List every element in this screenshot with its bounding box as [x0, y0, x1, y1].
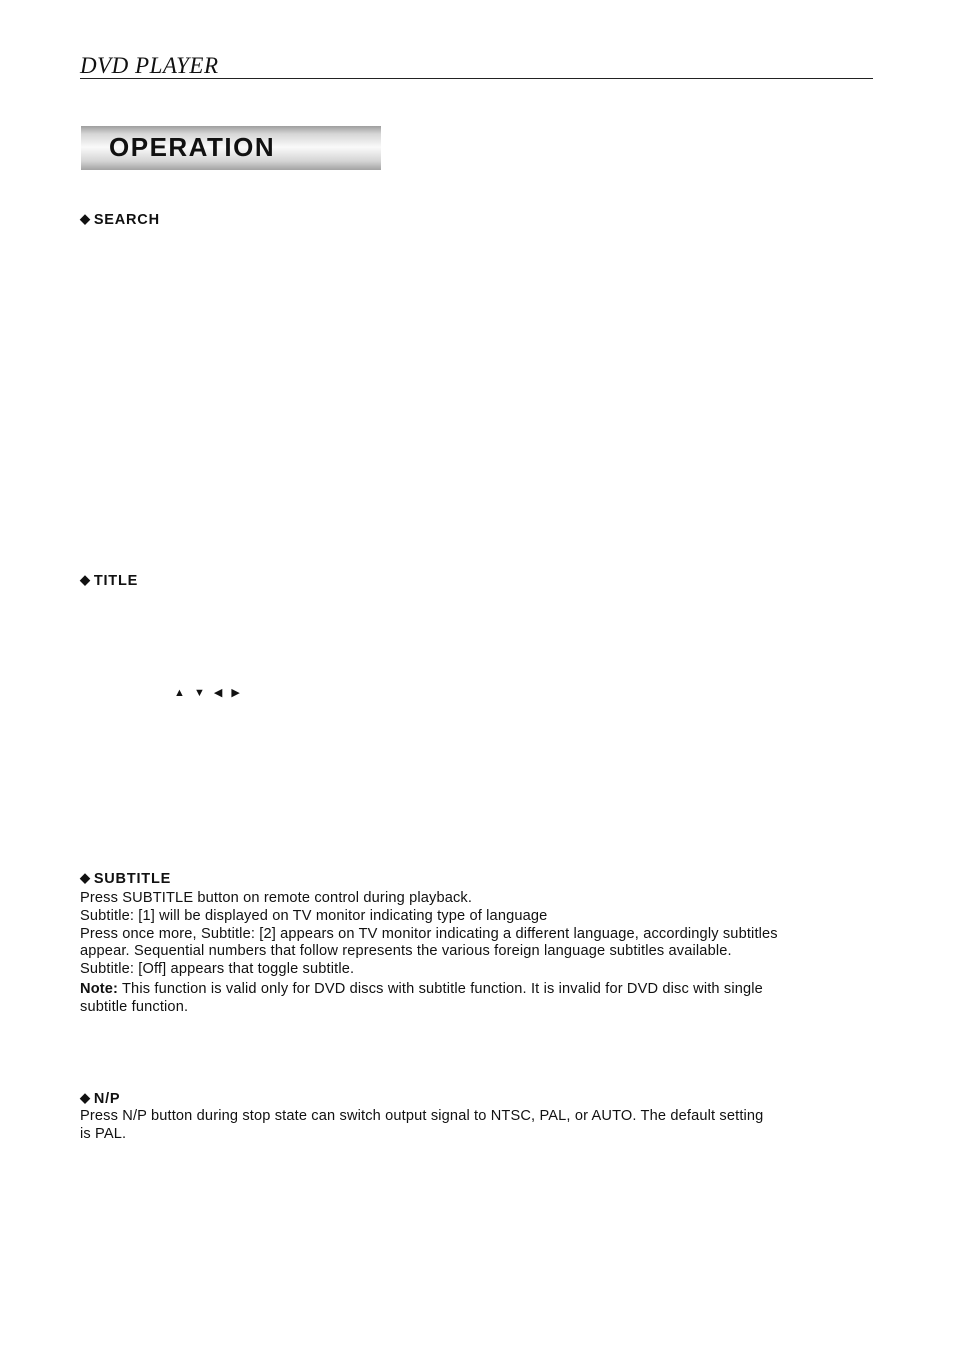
diamond-bullet-icon: ◆: [80, 211, 91, 226]
diamond-bullet-icon: ◆: [80, 572, 91, 587]
direction-arrows-icon: ▲ ▼ ◀ ▶: [174, 687, 243, 699]
diamond-bullet-icon: ◆: [80, 870, 91, 885]
operation-banner: [81, 126, 381, 170]
np-heading: [80, 1091, 120, 1107]
subtitle-note: [80, 981, 900, 1017]
page-header: [80, 50, 873, 79]
subtitle-note-line: [80, 981, 900, 999]
search-heading: [80, 212, 160, 228]
np-body: [80, 1108, 900, 1144]
subtitle-note-line: subtitle function.: [80, 998, 189, 1015]
page-header-title: DVD PLAYER: [80, 53, 219, 78]
subtitle-line: Press SUBTITLE button on remote control during playback.: [80, 890, 473, 906]
subtitle-line: Subtitle: [1] will be displayed on TV monitor indicating type of language: [80, 907, 548, 924]
np-heading-label: N/P: [93, 1091, 121, 1107]
search-heading-label: SEARCH: [93, 212, 160, 228]
np-line: Press N/P button during stop state can switch output signal to NTSC, PAL, or AUTO. The default setting: [80, 1108, 764, 1124]
diamond-bullet-icon: ◆: [80, 1090, 91, 1105]
subtitle-heading: [80, 871, 171, 887]
subtitle-line: Press once more, Subtitle: [2] appears on TV monitor indicating a different language, accordingly subtitles: [80, 925, 778, 942]
subtitle-line: appear. Sequential numbers that follow represents the various foreign language subtitles available.: [80, 943, 732, 960]
note-label: Note:: [80, 981, 119, 997]
subtitle-heading-label: SUBTITLE: [93, 871, 172, 887]
np-line: is PAL.: [80, 1125, 127, 1142]
note-text: This function is valid only for DVD discs with subtitle function. It is invalid for DVD disc with single: [118, 981, 763, 997]
title-heading-label: TITLE: [93, 573, 139, 589]
subtitle-line: Subtitle: [Off] appears that toggle subtitle.: [80, 961, 355, 978]
subtitle-body: [80, 890, 900, 979]
title-heading: [80, 573, 138, 589]
operation-banner-label: OPERATION: [109, 132, 276, 162]
